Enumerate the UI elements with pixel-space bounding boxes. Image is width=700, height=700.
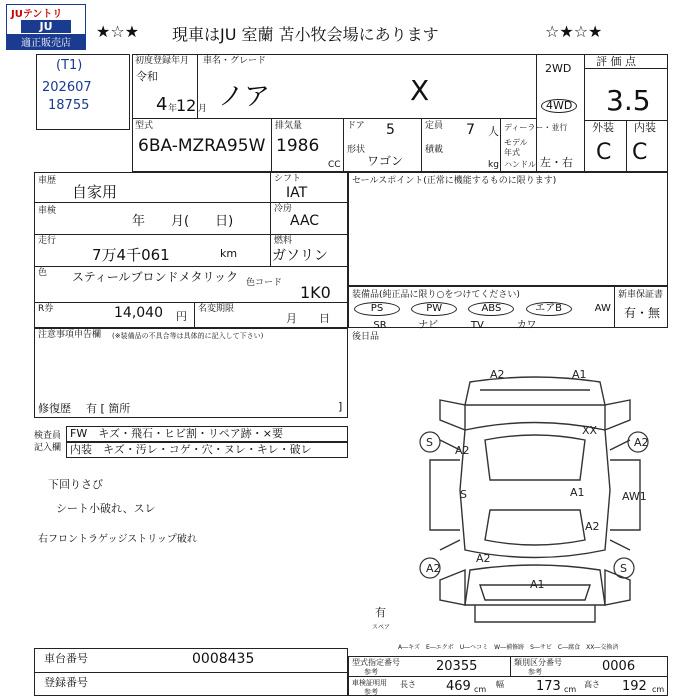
handle-options: 左・右 bbox=[540, 156, 573, 169]
repair-label: 修復歴 bbox=[38, 402, 71, 415]
type-no-ref: 参考 bbox=[364, 668, 378, 676]
name-change-label: 名変期限 bbox=[198, 304, 235, 314]
color-label: 色 bbox=[38, 268, 48, 278]
warranty-value: 有・無 bbox=[624, 306, 661, 320]
equipment-row-2 bbox=[358, 316, 550, 331]
equip-ps: PS bbox=[354, 302, 400, 316]
length-label: 長さ bbox=[400, 680, 416, 689]
recycle-value: 14,040 bbox=[114, 305, 163, 321]
load-label: 積載 bbox=[425, 145, 444, 155]
logo-bottom-text: 適正販売店 bbox=[7, 34, 85, 49]
doors-value: 5 bbox=[386, 122, 395, 138]
color-code-label: 色コード bbox=[246, 278, 283, 288]
inspection-label: 車検 bbox=[38, 206, 57, 216]
reg-no-label: 登録番号 bbox=[44, 676, 88, 689]
chassis-no-label: 車台番号 bbox=[44, 652, 88, 665]
mileage-value: 7万4千061 bbox=[92, 246, 170, 264]
model-code: 6BA-MZRA95W bbox=[138, 136, 266, 156]
model-type-label: 型式 bbox=[135, 121, 154, 131]
length-value: 469 bbox=[446, 679, 471, 694]
reg-year: 4 bbox=[156, 94, 168, 115]
ext-score: C bbox=[596, 140, 612, 165]
header-stars-left: ★☆★ bbox=[96, 22, 140, 41]
notes-box bbox=[34, 328, 348, 418]
ac-value: AAC bbox=[290, 213, 320, 229]
repair-close-bracket: ] bbox=[338, 400, 343, 413]
km-unit: km bbox=[220, 247, 238, 260]
history-label: 車歴 bbox=[38, 176, 57, 186]
mark-rear-a2: A2 bbox=[476, 552, 491, 565]
cc-unit: CC bbox=[328, 160, 341, 170]
month-unit: 月 bbox=[198, 104, 208, 114]
inspector-text-2: 内装 キズ・汚レ・コゲ・穴・ヌレ・キレ・破レ bbox=[70, 443, 312, 456]
mark-body-aw1: A1 bbox=[570, 486, 585, 499]
logo-top-text: JUテントリ bbox=[11, 9, 63, 20]
fuel-label: 燃料 bbox=[274, 236, 293, 246]
height-unit: cm bbox=[652, 685, 665, 694]
mark-front-a1: A1 bbox=[572, 368, 587, 381]
type-no-label: 型式指定番号 bbox=[352, 658, 400, 667]
overall-score: 3.5 bbox=[606, 84, 651, 117]
handle-label: ハンドル bbox=[504, 160, 536, 169]
width-label: 幅 bbox=[496, 680, 504, 689]
lot-code: (T1) bbox=[56, 58, 83, 73]
rear-seat-label: 後日品 bbox=[352, 332, 380, 342]
capacity-label: 定員 bbox=[425, 121, 444, 131]
equipment-row-1 bbox=[354, 302, 623, 316]
recycle-label: R券 bbox=[38, 304, 54, 314]
model-year-label: モデル年式 bbox=[504, 138, 528, 157]
int-label: 内装 bbox=[634, 121, 656, 134]
mark-circle-s-fr: A2 bbox=[634, 436, 649, 449]
yen-unit: 円 bbox=[176, 310, 187, 323]
inspector-text-1: FW キズ・飛石・ヒビ割・リペア跡・×要 bbox=[70, 427, 283, 440]
inspector-label: 検査員記入欄 bbox=[34, 431, 62, 453]
equip-aw: AW bbox=[594, 303, 611, 314]
kg-unit: kg bbox=[488, 160, 499, 170]
mark-right-a2: AW1 bbox=[622, 490, 647, 503]
equip-tv: TV bbox=[470, 320, 484, 331]
mark-circle-s-rl: A2 bbox=[426, 562, 441, 575]
eval-label: 評 価 点 bbox=[596, 55, 636, 68]
class-no-label: 類別区分番号 bbox=[514, 658, 562, 667]
width-value: 173 bbox=[536, 679, 561, 694]
handwritten-note-2: シート小破れ、スレ bbox=[56, 502, 156, 515]
dealer-import-label: ディーラー・並行 bbox=[504, 123, 568, 132]
equip-navi: ナビ bbox=[418, 320, 439, 331]
repair-value: 有 [ 箇所 bbox=[86, 402, 131, 415]
car-damage-diagram bbox=[400, 360, 670, 640]
body-type-value: ワゴン bbox=[367, 154, 404, 168]
handwritten-note-1: 下回りさび bbox=[48, 478, 103, 491]
equipment-label: 装備品(純正品に限り○をつけてください) bbox=[352, 290, 520, 300]
displacement-value: 1986 bbox=[276, 136, 320, 156]
notes-sub: (※装備品の不具合等は具体的に記入して下さい) bbox=[112, 332, 264, 340]
mark-circle-s-fl: S bbox=[426, 436, 433, 449]
capacity-value: 7 bbox=[466, 122, 475, 138]
year-unit: 年 bbox=[168, 104, 178, 114]
doors-label: ドア bbox=[347, 121, 365, 131]
header-title: 現車はJU 室蘭 苫小牧会場にあります bbox=[172, 25, 439, 44]
length-unit: cm bbox=[474, 685, 487, 694]
type-no-value: 20355 bbox=[436, 659, 478, 674]
mark-front-a2: A2 bbox=[490, 368, 505, 381]
reg-month: 12 bbox=[176, 96, 197, 115]
cert-ref: 参考 bbox=[364, 688, 378, 696]
mark-circle-s-rr: S bbox=[620, 562, 627, 575]
fuel-value: ガソリン bbox=[272, 248, 328, 264]
equip-airbag: エアB bbox=[526, 302, 572, 316]
first-reg-label: 初度登録年月 bbox=[135, 56, 190, 66]
equip-sr: SR bbox=[373, 320, 387, 331]
sales-point-box bbox=[348, 172, 668, 286]
mark-rear-a1: A1 bbox=[530, 578, 545, 591]
model-grade-label: 車名・グレード bbox=[203, 56, 267, 66]
equip-leather: カワ bbox=[516, 320, 537, 331]
mark-body-a1: S bbox=[460, 488, 467, 501]
mark-left-a2: A2 bbox=[455, 444, 470, 457]
warranty-label: 新車保証書 bbox=[618, 290, 664, 300]
chassis-no-value: 0008435 bbox=[192, 651, 255, 667]
ext-label: 外装 bbox=[592, 121, 614, 134]
persons-unit: 人 bbox=[488, 125, 499, 138]
logo-ju-text: JU bbox=[21, 20, 71, 33]
shift-label: シフト bbox=[274, 174, 302, 184]
name-change-date: 月 日 bbox=[286, 312, 330, 325]
mileage-label: 走行 bbox=[38, 236, 57, 246]
ac-label: 冷房 bbox=[274, 204, 293, 214]
era-label: 令和 bbox=[136, 70, 158, 83]
class-no-ref: 参考 bbox=[528, 668, 542, 676]
height-value: 192 bbox=[622, 679, 647, 694]
lot-number-2: 18755 bbox=[48, 98, 90, 113]
width-unit: cm bbox=[564, 685, 577, 694]
car-name: ノア bbox=[218, 82, 271, 112]
dealer-logo bbox=[6, 4, 86, 50]
lot-number-1: 202607 bbox=[42, 80, 92, 95]
mark-right-xx: XX bbox=[582, 424, 598, 437]
history-value: 自家用 bbox=[72, 183, 118, 201]
inspection-date: 年 月( 日) bbox=[132, 214, 234, 229]
color-value: スティールブロンドメタリック bbox=[72, 270, 238, 284]
header-stars-right: ☆★☆★ bbox=[545, 22, 603, 41]
int-score: C bbox=[632, 140, 648, 165]
spare-sub: スペア bbox=[372, 624, 391, 631]
cert-label: 車検証明用 bbox=[352, 679, 387, 687]
car-grade: X bbox=[410, 74, 430, 107]
drive-4wd: 4WD bbox=[541, 94, 577, 113]
body-type-label: 形状 bbox=[347, 145, 366, 155]
mark-right-a2-lower: A2 bbox=[585, 520, 600, 533]
sales-point-label: セールスポイント(正常に機能するものに限ります) bbox=[352, 176, 557, 186]
handwritten-note-3: 右フロントラゲッジストリップ破れ bbox=[38, 534, 197, 545]
height-label: 高さ bbox=[584, 680, 600, 689]
equip-pw: PW bbox=[411, 302, 457, 316]
diagram-legend: A―キズ E―エクボ U―ヘコミ W―補修跡 S―サビ C―腐食 XX―交換済 bbox=[398, 644, 619, 651]
drive-2wd: 2WD bbox=[545, 62, 572, 75]
displacement-label: 排気量 bbox=[275, 121, 303, 131]
class-no-value: 0006 bbox=[602, 659, 636, 674]
shift-value: IAT bbox=[286, 185, 308, 201]
spare-label: 有 bbox=[375, 606, 386, 619]
equip-abs: ABS bbox=[468, 302, 514, 316]
notes-label: 注意事項申告欄 bbox=[38, 330, 102, 340]
color-code-value: 1K0 bbox=[300, 283, 331, 302]
